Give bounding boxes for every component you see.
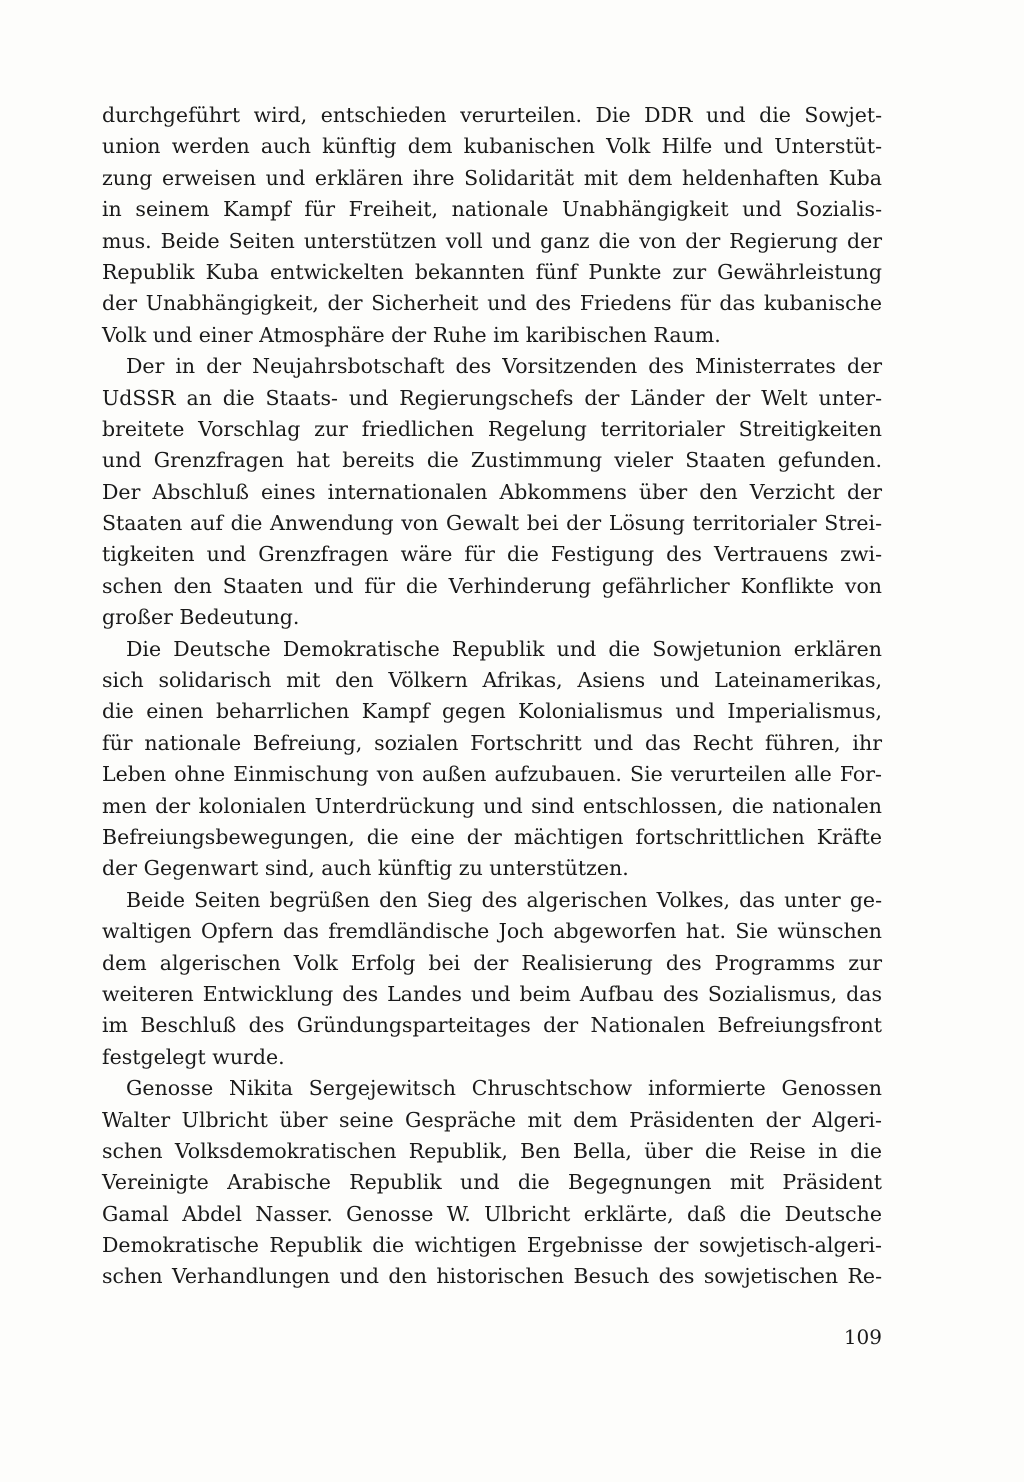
body-text <box>102 100 882 1293</box>
text-line: Demokratische Republik die wichtigen Ergebnisse der sowjetisch-algeri- <box>102 1233 882 1258</box>
text-line: durchgeführt wird, entschieden verurteilen. Die DDR und die Sowjet- <box>102 103 882 127</box>
paragraph-2 <box>102 351 882 634</box>
text-line: waltigen Opfern das fremdländische Joch abgeworfen hat. Sie wünschen <box>102 919 882 944</box>
text-line: in seinem Kampf für Freiheit, nationale Unabhängigkeit und Sozialis- <box>102 197 882 222</box>
text-line: weiteren Entwicklung des Landes und beim Aufbau des Sozialismus, das <box>102 981 882 1006</box>
text-line: UdSSR an die Staats- und Regierungschefs der Länder der Welt unter- <box>102 385 882 410</box>
text-line: Der Abschluß eines internationalen Abkommens über den Verzicht der <box>102 479 882 504</box>
text-line: Befreiungsbewegungen, die eine der mächtigen fortschrittlichen Kräfte <box>102 824 882 849</box>
text-line: die einen beharrlichen Kampf gegen Kolonialismus und Imperialismus, <box>102 699 882 724</box>
text-line: im Beschluß des Gründungsparteitages der Nationalen Befreiungsfront <box>102 1013 882 1038</box>
text-line: Genosse Nikita Sergejewitsch Chruschtschow informierte Genossen <box>126 1076 882 1101</box>
text-line: sich solidarisch mit den Völkern Afrikas, Asiens und Lateinamerikas, <box>102 668 882 693</box>
text-line: Der in der Neujahrsbotschaft des Vorsitzenden des Ministerrates der <box>126 354 882 379</box>
text-line: schen Verhandlungen und den historischen Besuch des sowjetischen Re- <box>102 1264 882 1289</box>
text-line: der Gegenwart sind, auch künftig zu unterstützen. <box>102 856 629 881</box>
text-line: Volk und einer Atmosphäre der Ruhe im karibischen Raum. <box>102 322 721 347</box>
text-line: schen den Staaten und für die Verhinderung gefährlicher Konflikte von <box>102 573 882 598</box>
text-line: men der kolonialen Unterdrückung und sind entschlossen, die nationalen <box>102 793 882 818</box>
text-line: tigkeiten und Grenzfragen wäre für die Festigung des Vertrauens zwi- <box>102 542 882 567</box>
text-line: Vereinigte Arabische Republik und die Begegnungen mit Präsident <box>102 1170 882 1195</box>
text-line: festgelegt wurde. <box>102 1044 285 1069</box>
text-line: für nationale Befreiung, sozialen Fortschritt und das Recht führen, ihr <box>102 730 882 755</box>
text-line: und Grenzfragen hat bereits die Zustimmung vieler Staaten gefunden. <box>102 448 882 473</box>
text-line: union werden auch künftig dem kubanischen Volk Hilfe und Unterstüt- <box>102 134 882 159</box>
paragraph-4 <box>102 885 882 1073</box>
paragraph-3 <box>102 634 882 885</box>
text-line: Staaten auf die Anwendung von Gewalt bei der Lösung territorialer Strei- <box>102 511 882 536</box>
text-line: großer Bedeutung. <box>102 605 300 630</box>
text-line: der Unabhängigkeit, der Sicherheit und des Friedens für das kubanische <box>102 291 882 316</box>
text-line: zung erweisen und erklären ihre Solidarität mit dem heldenhaften Kuba <box>102 165 882 190</box>
text-line: Die Deutsche Demokratische Republik und die Sowjetunion erklären <box>126 636 882 661</box>
text-line: Gamal Abdel Nasser. Genosse W. Ulbricht erklärte, daß die Deutsche <box>102 1201 882 1226</box>
text-line: mus. Beide Seiten unterstützen voll und ganz die von der Regierung der <box>102 228 882 253</box>
text-line: Walter Ulbricht über seine Gespräche mit dem Präsidenten der Algeri- <box>102 1107 882 1132</box>
text-line: schen Volksdemokratischen Republik, Ben Bella, über die Reise in die <box>102 1138 882 1163</box>
text-line: Republik Kuba entwickelten bekannten fünf Punkte zur Gewährleistung <box>102 259 882 284</box>
text-line: breitete Vorschlag zur friedlichen Regelung territorialer Streitigkeiten <box>102 416 882 441</box>
text-line: Leben ohne Einmischung von außen aufzubauen. Sie verurteilen alle For- <box>102 762 882 787</box>
paragraph-1 <box>102 100 882 351</box>
text-line: dem algerischen Volk Erfolg bei der Realisierung des Programms zur <box>102 950 882 975</box>
page-number: 109 <box>843 1325 882 1349</box>
text-line: Beide Seiten begrüßen den Sieg des algerischen Volkes, das unter ge- <box>126 887 882 912</box>
paragraph-5 <box>102 1073 882 1293</box>
